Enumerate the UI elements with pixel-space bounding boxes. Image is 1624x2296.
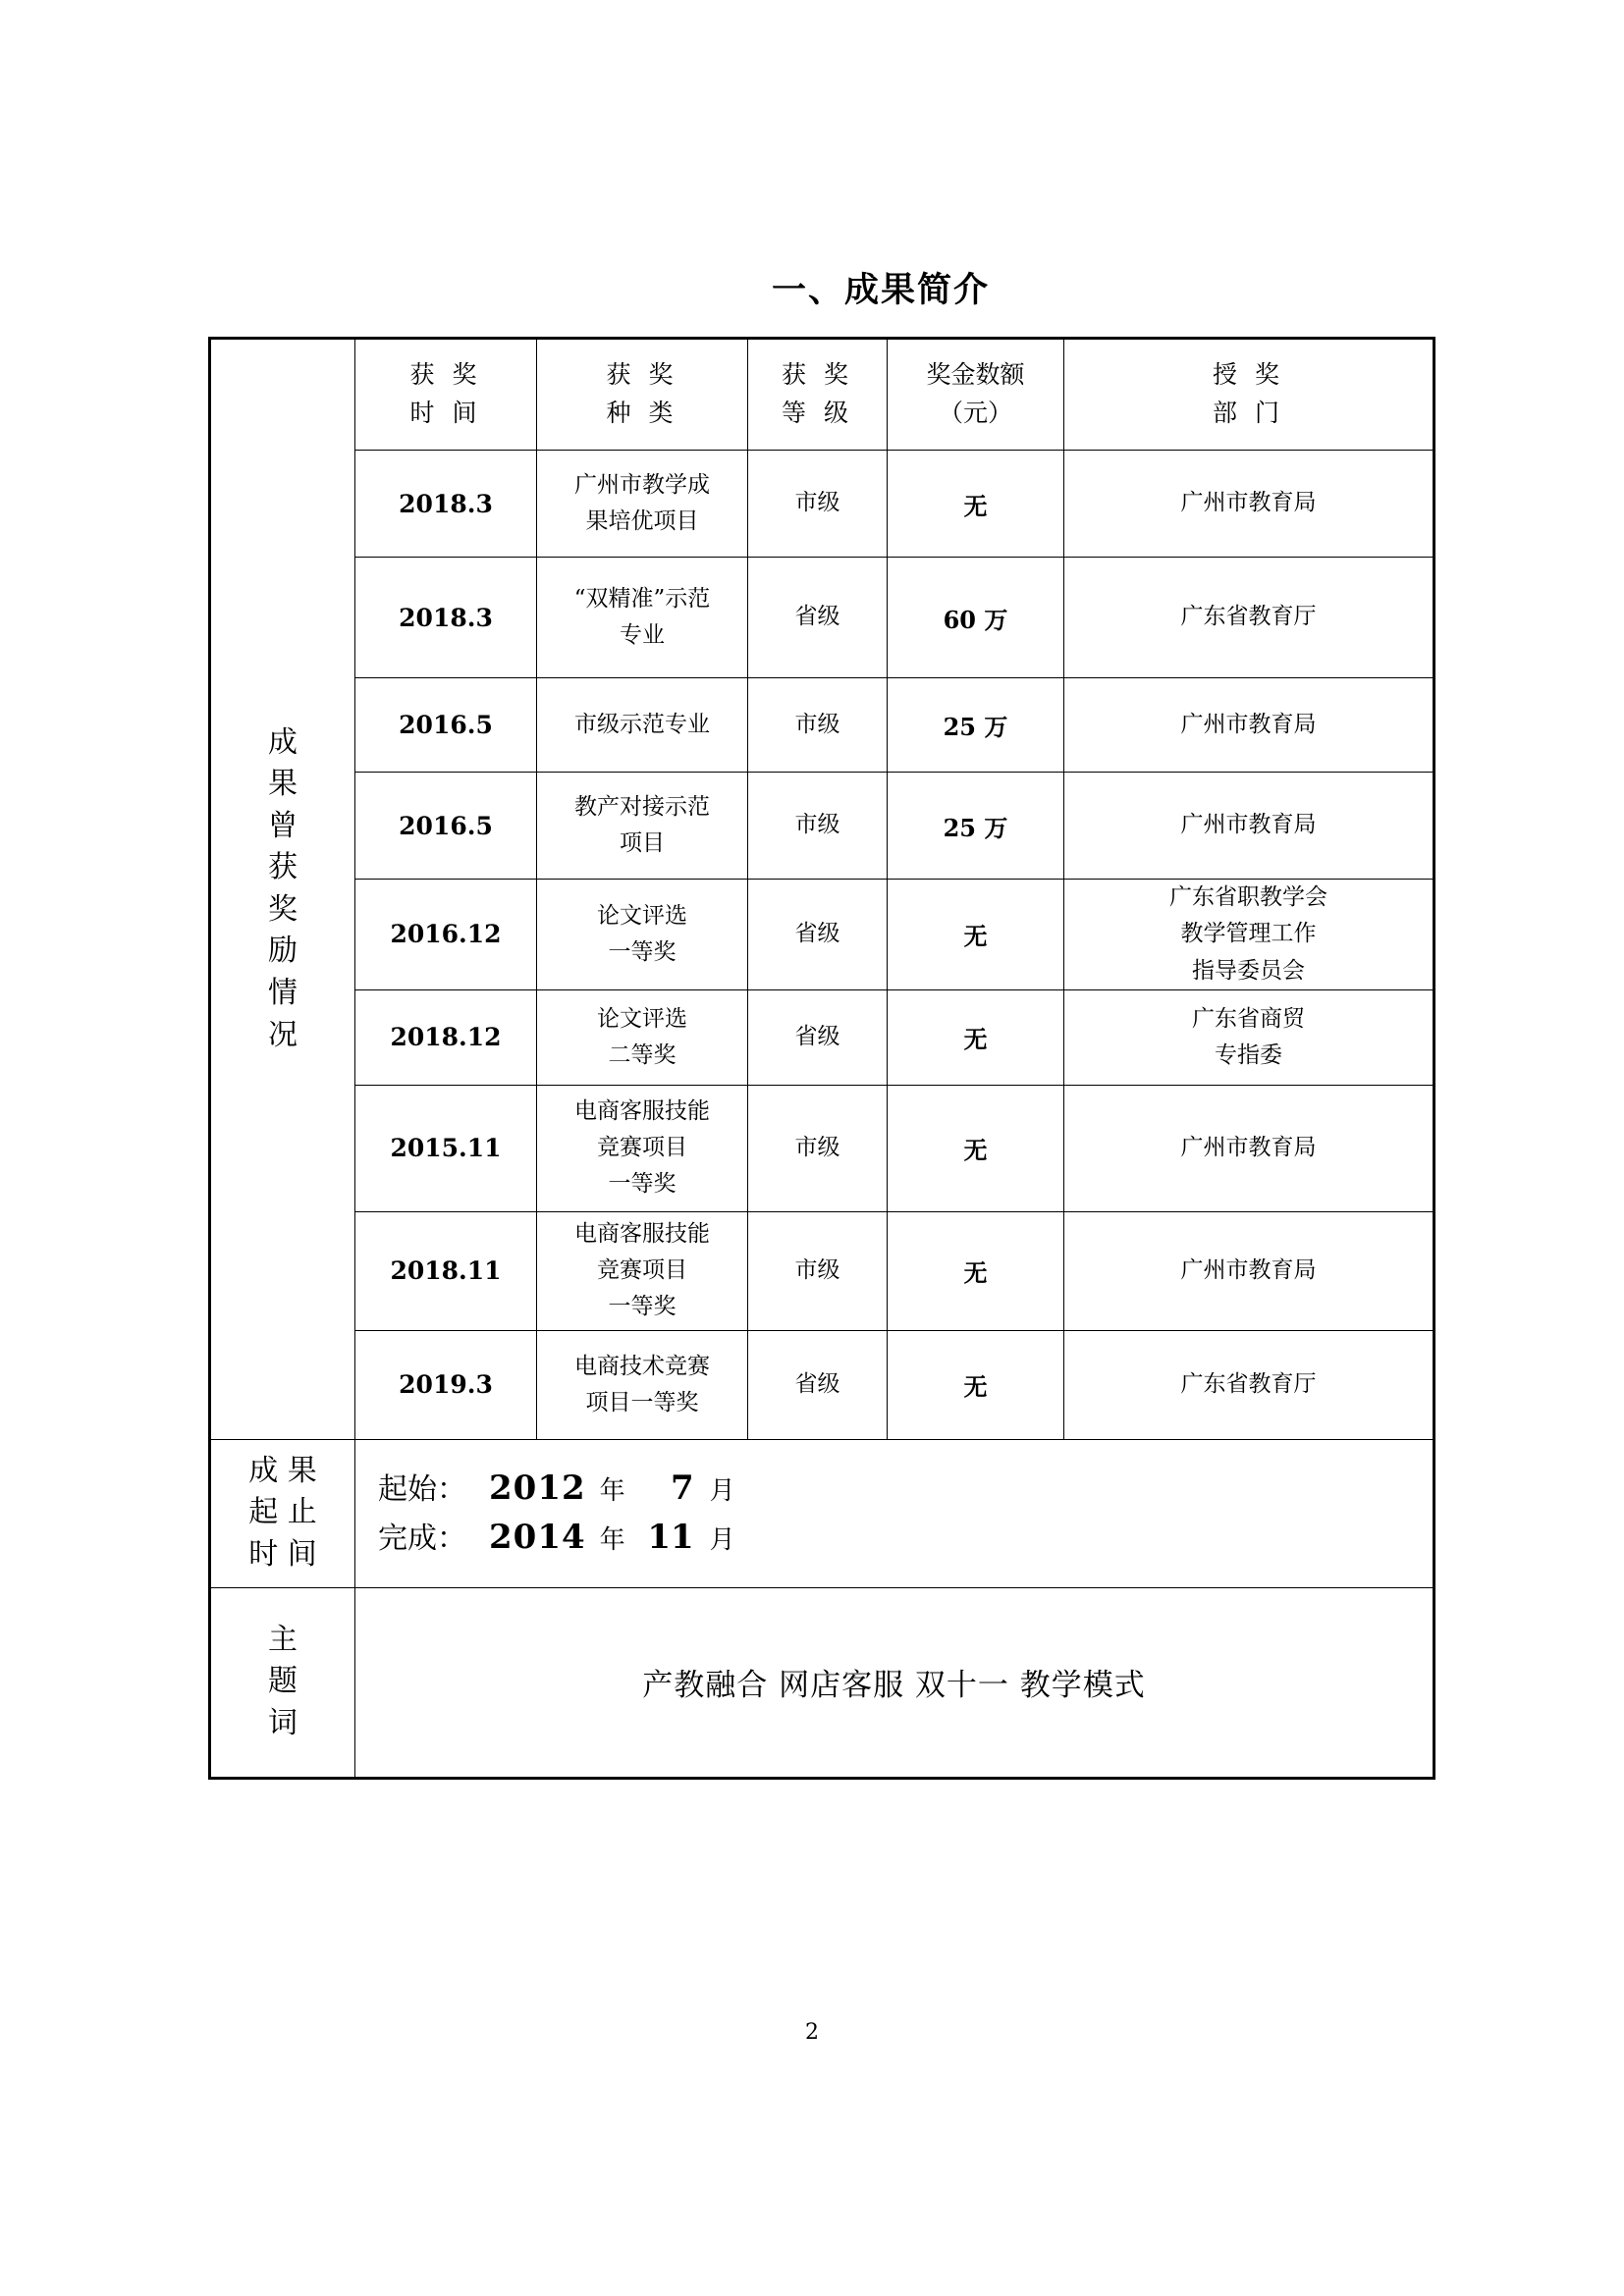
period-label-line: 起 止: [248, 1495, 317, 1530]
cell-award-amount: 无: [888, 989, 1064, 1085]
column-header-line2: （元）: [938, 399, 1012, 427]
column-header-line1: 获 奖: [782, 360, 853, 390]
period-start-year-unit: 年: [599, 1476, 625, 1507]
cell-award-amount: 无: [888, 451, 1064, 558]
column-header-award-date: [355, 339, 537, 451]
cell-award-issuer: 广州市教育局: [1064, 1085, 1435, 1211]
keywords-row: [210, 1587, 1435, 1778]
period-label-line: 时 间: [248, 1537, 317, 1573]
period-start-line: [355, 1465, 1433, 1513]
cell-award-category: “双精准”示范 专业: [537, 558, 748, 678]
cell-award-issuer: 广州市教育局: [1064, 678, 1435, 773]
cell-award-category: 电商技术竞赛 项目一等奖: [537, 1330, 748, 1439]
vlabel-char: 况: [268, 1017, 298, 1052]
table-header-row: [210, 339, 1435, 451]
cell-award-amount: 无: [888, 880, 1064, 990]
page-title: [0, 263, 1624, 312]
cell-award-date: 2018.3: [355, 558, 537, 678]
cell-award-date: 2016.5: [355, 773, 537, 880]
column-header-line1: 获 奖: [606, 360, 678, 390]
column-header-award-level: [748, 339, 888, 451]
cell-award-date: 2018.3: [355, 451, 537, 558]
period-finish-month-unit: 月: [709, 1524, 735, 1555]
cell-award-date: 2015.11: [355, 1085, 537, 1211]
cell-award-amount: 60 万: [888, 558, 1064, 678]
column-header-line1: 获 奖: [409, 360, 482, 390]
cell-award-category: 市级示范专业: [537, 678, 748, 773]
page-title-text: 一、成果简介: [771, 271, 990, 310]
cell-award-level: 市级: [748, 1211, 888, 1330]
cell-award-amount: 无: [888, 1330, 1064, 1439]
column-header-line1: 奖金数额: [926, 360, 1025, 390]
cell-award-level: 省级: [748, 1330, 888, 1439]
period-start-year: 2012: [489, 1468, 586, 1509]
achievement-summary-table: [208, 337, 1435, 1780]
column-header-award-amount: [888, 339, 1064, 451]
achievement-summary-table-wrapper: [208, 337, 1433, 1780]
keywords-value: 产教融合 网店客服 双十一 教学模式: [355, 1587, 1435, 1778]
column-header-line2: 部 门: [1213, 399, 1284, 427]
cell-award-issuer: 广州市教育局: [1064, 773, 1435, 880]
cell-award-date: 2016.12: [355, 880, 537, 990]
cell-award-issuer: 广东省商贸 专指委: [1064, 989, 1435, 1085]
table-row: [210, 558, 1435, 678]
column-header-issuer: [1064, 339, 1435, 451]
cell-award-level: 省级: [748, 989, 888, 1085]
cell-award-level: 市级: [748, 451, 888, 558]
period-finish-label: 完成：: [378, 1521, 466, 1556]
cell-award-amount: 25 万: [888, 678, 1064, 773]
vlabel-char: 情: [268, 976, 298, 1011]
cell-award-level: 市级: [748, 773, 888, 880]
table-row: [210, 773, 1435, 880]
page-number: 2: [805, 2020, 819, 2045]
table-row: [210, 1085, 1435, 1211]
cell-award-amount: 无: [888, 1211, 1064, 1330]
vlabel-char: 成: [268, 724, 298, 760]
cell-award-category: 论文评选 一等奖: [537, 880, 748, 990]
keywords-label-char: 词: [268, 1706, 298, 1741]
cell-award-issuer: 广东省教育厅: [1064, 1330, 1435, 1439]
column-header-line2: 种 类: [606, 399, 678, 427]
table-row: [210, 989, 1435, 1085]
vlabel-char: 励: [268, 934, 298, 969]
keywords-label: [210, 1587, 355, 1778]
vlabel-char: 曾: [268, 808, 298, 843]
awards-section-vertical-label: [210, 339, 355, 1440]
cell-award-category: 电商客服技能 竞赛项目 一等奖: [537, 1085, 748, 1211]
cell-award-level: 省级: [748, 880, 888, 990]
cell-award-date: 2019.3: [355, 1330, 537, 1439]
period-value-cell: [355, 1439, 1435, 1587]
period-finish-month: 11: [647, 1517, 694, 1557]
cell-award-issuer: 广东省职教学会 教学管理工作 指导委员会: [1064, 880, 1435, 990]
table-row: [210, 1330, 1435, 1439]
vlabel-char: 获: [268, 850, 298, 885]
column-header-award-category: [537, 339, 748, 451]
cell-award-level: 市级: [748, 1085, 888, 1211]
period-row: [210, 1439, 1435, 1587]
vlabel-char: 果: [268, 767, 298, 802]
table-row: [210, 1211, 1435, 1330]
period-label: [210, 1439, 355, 1587]
cell-award-amount: 25 万: [888, 773, 1064, 880]
column-header-line2: 等 级: [782, 399, 853, 427]
cell-award-category: 广州市教学成 果培优项目: [537, 451, 748, 558]
cell-award-amount: 无: [888, 1085, 1064, 1211]
cell-award-category: 电商客服技能 竞赛项目 一等奖: [537, 1211, 748, 1330]
table-row: [210, 678, 1435, 773]
cell-award-date: 2018.12: [355, 989, 537, 1085]
period-finish-year: 2014: [489, 1517, 586, 1557]
cell-award-category: 教产对接示范 项目: [537, 773, 748, 880]
period-start-month-unit: 月: [709, 1476, 735, 1507]
period-start-label: 起始：: [378, 1472, 466, 1508]
cell-award-issuer: 广州市教育局: [1064, 1211, 1435, 1330]
cell-award-level: 市级: [748, 678, 888, 773]
cell-award-category: 论文评选 二等奖: [537, 989, 748, 1085]
cell-award-date: 2018.11: [355, 1211, 537, 1330]
cell-award-issuer: 广东省教育厅: [1064, 558, 1435, 678]
table-row: [210, 880, 1435, 990]
cell-award-level: 省级: [748, 558, 888, 678]
column-header-line1: 授 奖: [1213, 360, 1284, 390]
table-row: [210, 451, 1435, 558]
cell-award-issuer: 广州市教育局: [1064, 451, 1435, 558]
period-finish-year-unit: 年: [599, 1524, 625, 1555]
period-start-month: 7: [670, 1468, 694, 1509]
cell-award-date: 2016.5: [355, 678, 537, 773]
vlabel-char: 奖: [268, 891, 298, 927]
period-finish-line: [355, 1514, 1433, 1562]
period-label-line: 成 果: [248, 1453, 317, 1488]
keywords-label-char: 题: [268, 1664, 298, 1699]
column-header-line2: 时 间: [409, 399, 482, 427]
keywords-label-char: 主: [268, 1622, 298, 1657]
